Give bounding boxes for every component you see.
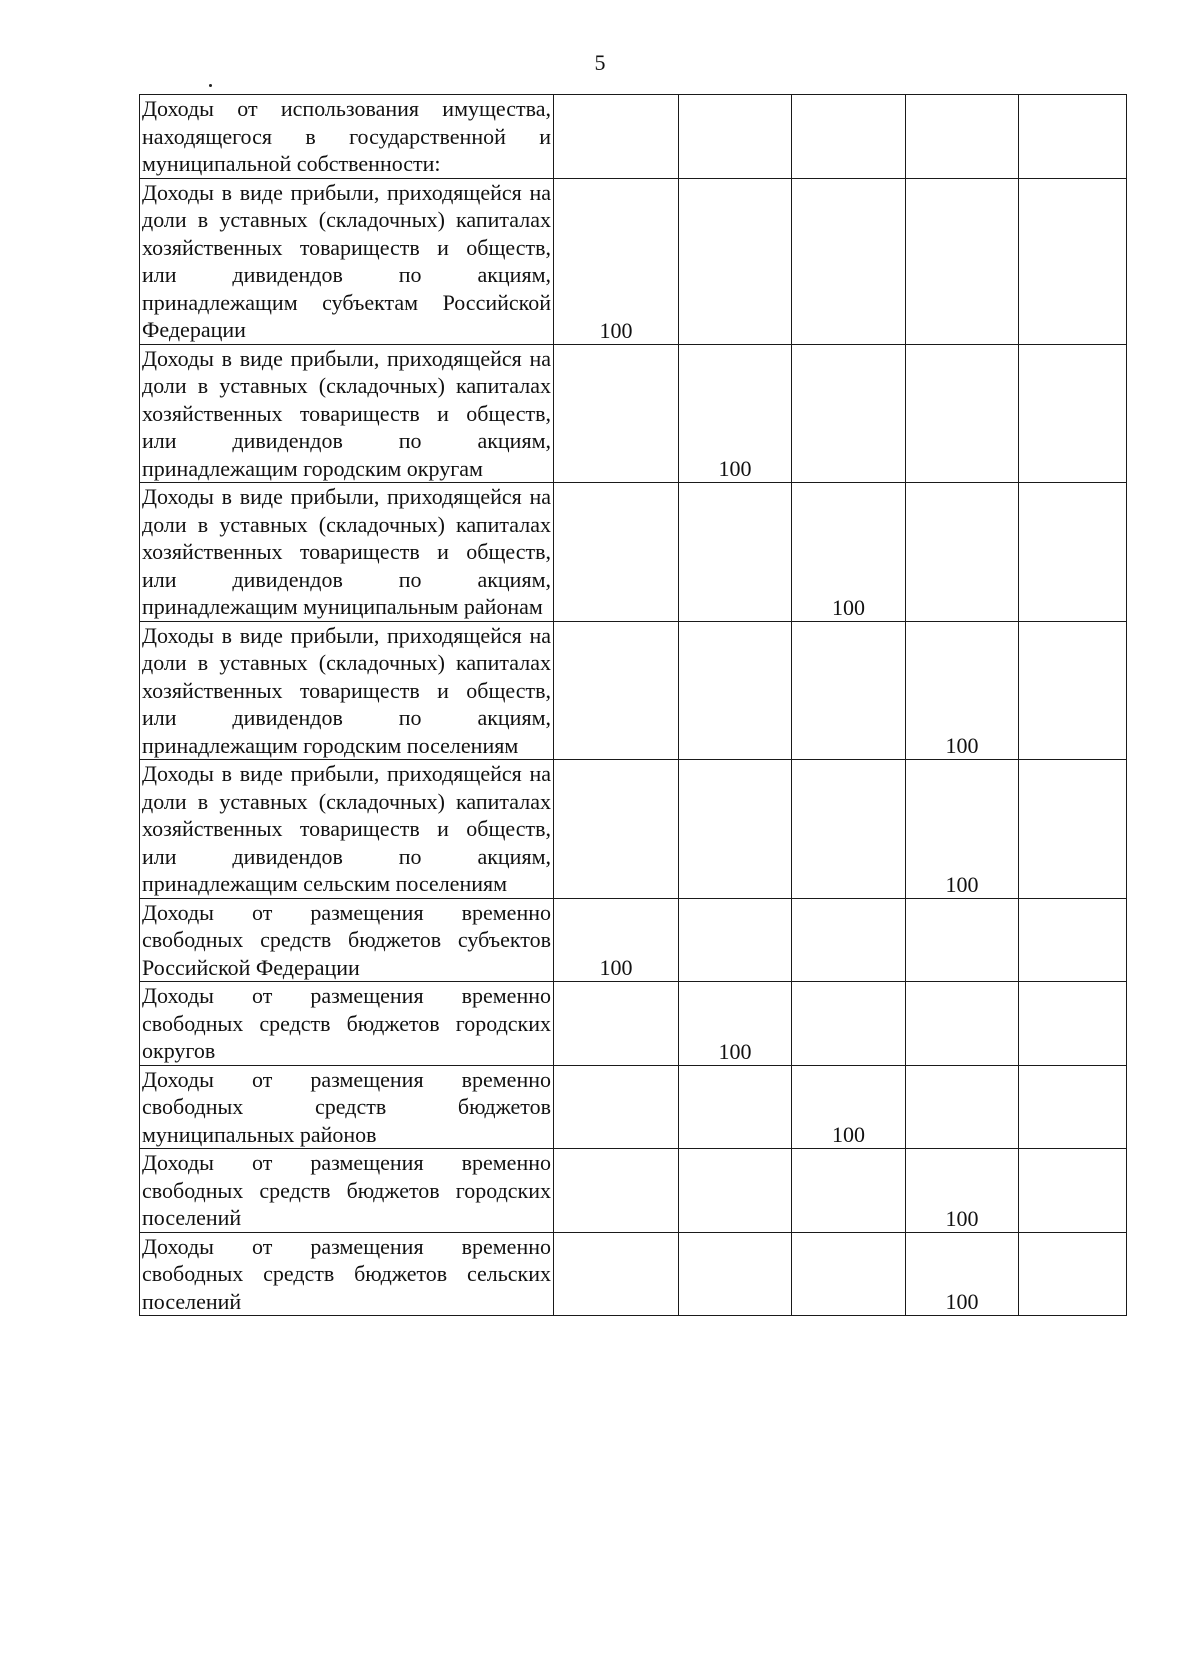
table-row bbox=[140, 483, 1127, 622]
cell-value-5 bbox=[1019, 178, 1127, 344]
cell-value-1: 100 bbox=[554, 898, 679, 982]
cell-value-5 bbox=[1019, 95, 1127, 179]
cell-value-3 bbox=[792, 760, 906, 899]
row-description: Доходы от использования имущества, находящегося в государственной и муниципальной собственности: bbox=[140, 95, 554, 179]
row-description: Доходы от размещения временно свободных средств бюджетов городских поселений bbox=[140, 1149, 554, 1233]
cell-value-4 bbox=[906, 344, 1019, 483]
table-row bbox=[140, 1149, 1127, 1233]
cell-value-3: 100 bbox=[792, 483, 906, 622]
table-row bbox=[140, 95, 1127, 179]
cell-value-2 bbox=[679, 1149, 792, 1233]
cell-value-1 bbox=[554, 982, 679, 1066]
cell-value-3 bbox=[792, 1232, 906, 1316]
cell-value-3 bbox=[792, 982, 906, 1066]
table-row bbox=[140, 1232, 1127, 1316]
cell-value-4: 100 bbox=[906, 1149, 1019, 1233]
cell-value-2 bbox=[679, 898, 792, 982]
cell-value-2: 100 bbox=[679, 344, 792, 483]
cell-value-4 bbox=[906, 95, 1019, 179]
cell-value-1: 100 bbox=[554, 178, 679, 344]
cell-value-2 bbox=[679, 1065, 792, 1149]
cell-value-5 bbox=[1019, 483, 1127, 622]
cell-value-1 bbox=[554, 1065, 679, 1149]
cell-value-5 bbox=[1019, 621, 1127, 760]
row-description: Доходы от размещения временно свободных средств бюджетов сельских поселений bbox=[140, 1232, 554, 1316]
cell-value-5 bbox=[1019, 1065, 1127, 1149]
cell-value-2 bbox=[679, 483, 792, 622]
cell-value-4 bbox=[906, 982, 1019, 1066]
table-row bbox=[140, 982, 1127, 1066]
cell-value-5 bbox=[1019, 760, 1127, 899]
cell-value-1 bbox=[554, 621, 679, 760]
table-row bbox=[140, 178, 1127, 344]
cell-value-1 bbox=[554, 483, 679, 622]
revenue-distribution-table bbox=[139, 94, 1127, 1316]
cell-value-5 bbox=[1019, 898, 1127, 982]
cell-value-4: 100 bbox=[906, 621, 1019, 760]
cell-value-2 bbox=[679, 621, 792, 760]
cell-value-1 bbox=[554, 760, 679, 899]
cell-value-3 bbox=[792, 1149, 906, 1233]
row-description: Доходы от размещения временно свободных средств бюджетов городских округов bbox=[140, 982, 554, 1066]
cell-value-4: 100 bbox=[906, 760, 1019, 899]
cell-value-2 bbox=[679, 1232, 792, 1316]
cell-value-2 bbox=[679, 95, 792, 179]
cell-value-3 bbox=[792, 344, 906, 483]
cell-value-2 bbox=[679, 760, 792, 899]
table-row bbox=[140, 344, 1127, 483]
row-description: Доходы в виде прибыли, приходящейся на доли в уставных (складочных) капиталах хозяйственных товариществ и обществ, или дивидендов по акциям, принадлежащим городским поселениям bbox=[140, 621, 554, 760]
cell-value-2 bbox=[679, 178, 792, 344]
row-description: Доходы в виде прибыли, приходящейся на доли в уставных (складочных) капиталах хозяйственных товариществ и обществ, или дивидендов по акциям, принадлежащим сельским поселениям bbox=[140, 760, 554, 899]
row-description: Доходы в виде прибыли, приходящейся на доли в уставных (складочных) капиталах хозяйственных товариществ и обществ, или дивидендов по акциям, принадлежащим городским округам bbox=[140, 344, 554, 483]
row-description: Доходы от размещения временно свободных средств бюджетов субъектов Российской Федерации bbox=[140, 898, 554, 982]
page-number: 5 bbox=[594, 50, 606, 75]
table-row bbox=[140, 760, 1127, 899]
cell-value-4 bbox=[906, 1065, 1019, 1149]
cell-value-1 bbox=[554, 344, 679, 483]
cell-value-4 bbox=[906, 483, 1019, 622]
cell-value-3 bbox=[792, 621, 906, 760]
table-row bbox=[140, 621, 1127, 760]
cell-value-1 bbox=[554, 95, 679, 179]
row-description: Доходы в виде прибыли, приходящейся на доли в уставных (складочных) капиталах хозяйственных товариществ и обществ, или дивидендов по акциям, принадлежащим муниципальным районам bbox=[140, 483, 554, 622]
scan-speck bbox=[209, 84, 212, 87]
row-description: Доходы в виде прибыли, приходящейся на доли в уставных (складочных) капиталах хозяйственных товариществ и обществ, или дивидендов по акциям, принадлежащим субъектам Российской Федерации bbox=[140, 178, 554, 344]
table-row bbox=[140, 898, 1127, 982]
cell-value-5 bbox=[1019, 1232, 1127, 1316]
table-body bbox=[140, 95, 1127, 1316]
cell-value-3 bbox=[792, 178, 906, 344]
cell-value-5 bbox=[1019, 1149, 1127, 1233]
cell-value-5 bbox=[1019, 982, 1127, 1066]
table-row bbox=[140, 1065, 1127, 1149]
cell-value-4: 100 bbox=[906, 1232, 1019, 1316]
cell-value-5 bbox=[1019, 344, 1127, 483]
cell-value-3: 100 bbox=[792, 1065, 906, 1149]
cell-value-4 bbox=[906, 898, 1019, 982]
cell-value-1 bbox=[554, 1232, 679, 1316]
row-description: Доходы от размещения временно свободных средств бюджетов муниципальных районов bbox=[140, 1065, 554, 1149]
cell-value-3 bbox=[792, 95, 906, 179]
cell-value-1 bbox=[554, 1149, 679, 1233]
cell-value-4 bbox=[906, 178, 1019, 344]
cell-value-3 bbox=[792, 898, 906, 982]
cell-value-2: 100 bbox=[679, 982, 792, 1066]
